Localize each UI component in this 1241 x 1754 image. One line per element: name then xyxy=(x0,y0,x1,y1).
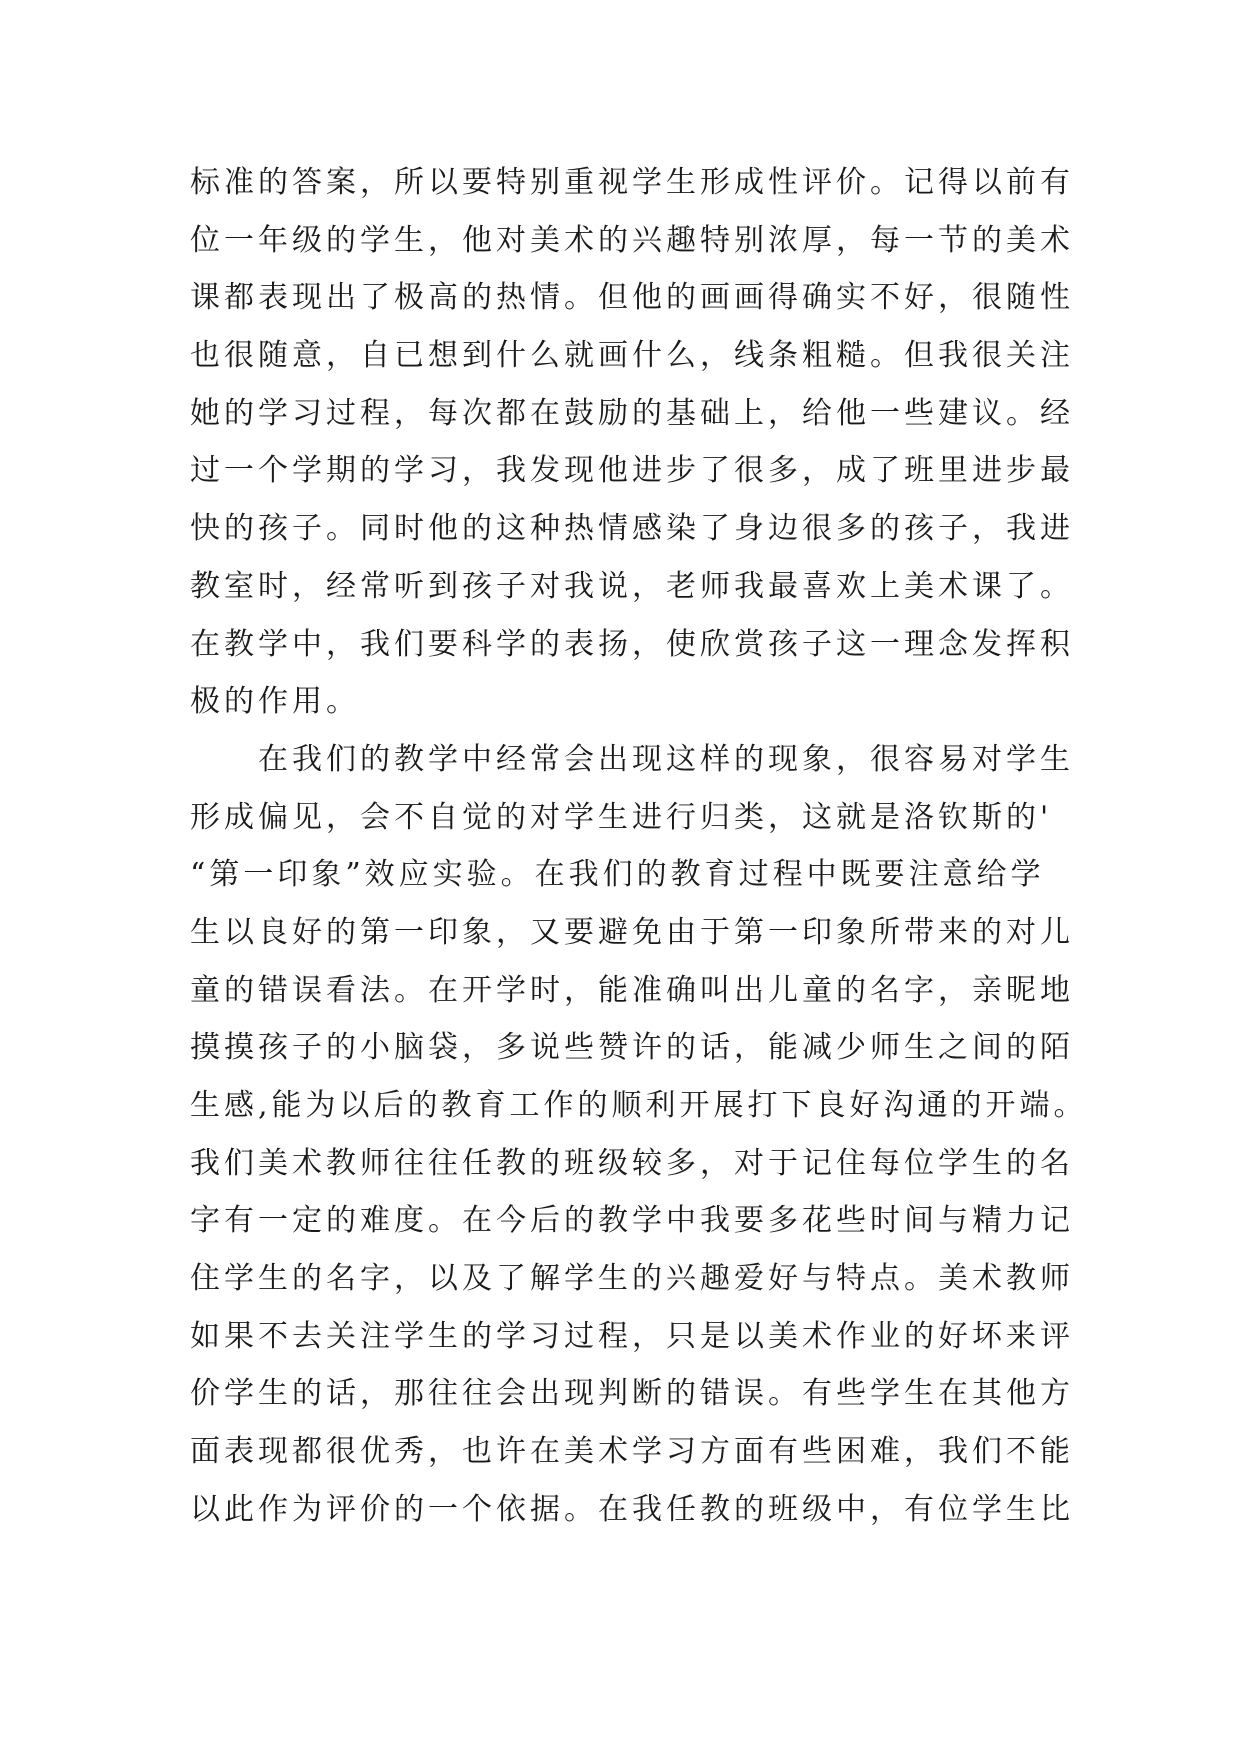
text-line: 如果不去关注学生的学习过程，只是以美术作业的好坏来评 xyxy=(190,1318,1074,1354)
text-line: 课都表现出了极高的热情。但他的画画得确实不好，很随性 xyxy=(190,280,1074,316)
text-line: 价学生的话，那往往会出现判断的错误。有些学生在其他方 xyxy=(190,1376,1074,1412)
text-line: 过一个学期的学习，我发现他进步了很多，成了班里进步最 xyxy=(190,453,1074,489)
paragraph-start-line: 在我们的教学中经常会出现这样的现象，很容易对学生 xyxy=(258,741,1074,777)
text-line: 标准的答案，所以要特别重视学生形成性评价。记得以前有 xyxy=(190,165,1074,200)
text-line: 教室时，经常听到孩子对我说，老师我最喜欢上美术课了。 xyxy=(190,568,1074,604)
text-line: “第一印象”效应实验。在我们的教育过程中既要注意给学 xyxy=(190,857,1045,893)
text-line: 字有一定的难度。在今后的教学中我要多花些时间与精力记 xyxy=(190,1203,1074,1239)
text-line: 童的错误看法。在开学时，能准确叫出儿童的名字，亲昵地 xyxy=(190,972,1074,1008)
body-text xyxy=(190,154,1150,1539)
text-line: 快的孩子。同时他的这种热情感染了身边很多的孩子，我进 xyxy=(190,511,1074,547)
text-line: 住学生的名字，以及了解学生的兴趣爱好与特点。美术教师 xyxy=(190,1261,1074,1297)
text-line: 我们美术教师往往任教的班级较多，对于记住每位学生的名 xyxy=(190,1145,1074,1181)
text-line: 生感,能为以后的教育工作的顺利开展打下良好沟通的开端。 xyxy=(190,1088,1088,1123)
text-line: 她的学习过程，每次都在鼓励的基础上，给他一些建议。经 xyxy=(190,395,1074,431)
text-line: 形成偏见，会不自觉的对学生进行归类，这就是洛钦斯的' xyxy=(190,799,1053,835)
text-line: 也很随意，自已想到什么就画什么，线条粗糙。但我很关注 xyxy=(190,338,1074,374)
text-line: 在教学中，我们要科学的表扬，使欣赏孩子这一理念发挥积 xyxy=(190,626,1074,662)
text-line: 以此作为评价的一个依据。在我任教的班级中，有位学生比 xyxy=(190,1491,1074,1527)
text-line: 摸摸孩子的小脑袋，多说些赞许的话，能减少师生之间的陌 xyxy=(190,1030,1074,1066)
text-line: 极的作用。 xyxy=(190,684,360,720)
text-line: 生以良好的第一印象，又要避免由于第一印象所带来的对儿 xyxy=(190,914,1074,950)
text-line: 位一年级的学生，他对美术的兴趣特别浓厚，每一节的美术 xyxy=(190,222,1074,258)
text-line: 面表现都很优秀，也许在美术学习方面有些困难，我们不能 xyxy=(190,1434,1074,1470)
